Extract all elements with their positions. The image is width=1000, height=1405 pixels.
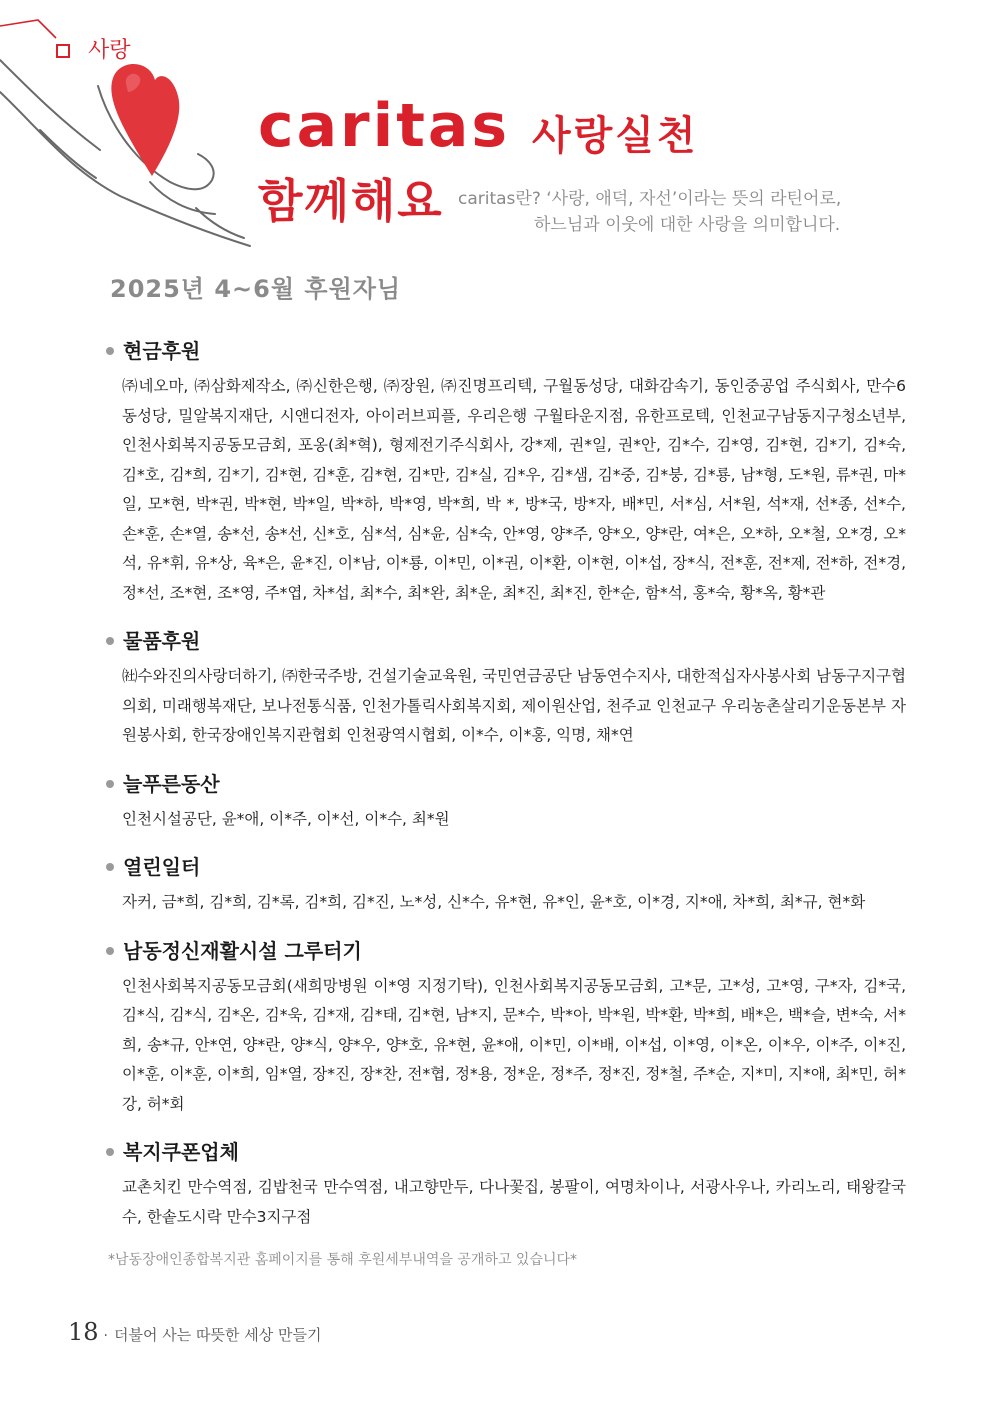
definition-line-2: 하느님과 이웃에 대한 사랑을 의미합니다.	[534, 215, 841, 235]
title-together: 함께해요	[258, 174, 444, 228]
bullet-icon	[106, 1148, 114, 1156]
section-title-text: 현금후원	[123, 339, 201, 363]
title-caritas: caritas	[258, 91, 511, 161]
corner-line	[0, 20, 56, 38]
heart-icon	[111, 64, 179, 176]
bullet-icon	[106, 863, 114, 871]
hand-heart-illustration	[0, 0, 290, 260]
category-label: 사랑	[88, 38, 131, 63]
page-number: 18	[68, 1318, 99, 1346]
bullet-icon	[106, 637, 114, 645]
title-love-practice: 사랑실천	[532, 113, 699, 159]
section-cash-donation	[106, 336, 906, 608]
section-title	[106, 336, 906, 366]
section-title	[106, 626, 906, 656]
section-body: 자커, 금*희, 김*희, 김*록, 김*희, 김*진, 노*성, 신*수, 유*현, 유*인, 윤*호, 이*경, 지*애, 차*희, 최*규, 현*화	[122, 893, 866, 911]
bullet-icon	[106, 947, 114, 955]
bullet-icon	[106, 780, 114, 788]
section-body: 인천사회복지공동모금회(새희망병원 이*영 지정기탁), 인천사회복지공동모금회, 고*문, 고*성, 고*영, 구*자, 김*국, 김*식, 김*식, 김*온, 김*욱, 김*재, 김*태, 김*현, 남*지, 문*수, 박*아, 박*원, 박*환, 박*희, 배*은, 백*슬, 변*숙, 서*희, 송*규, 안*연, 양*란, 양*식, 양*우, 양*호, 유*현, 윤*애, 이*민, 이*배, 이*섭, 이*영, 이*온, 이*우, 이*주, 이*진, 이*훈, 이*훈, 이*희, 임*열, 장*진, 장*찬, 전*협, 정*용, 정*운, 정*주, 정*진, 정*철, 주*순, 지*미, 지*애, 최*민, 허*강, 허*회	[122, 976, 906, 1113]
page-footer	[68, 1320, 321, 1345]
section-title	[106, 769, 906, 799]
section-title	[106, 936, 906, 966]
bullet-icon	[106, 347, 114, 355]
section-title	[106, 852, 906, 882]
footer-separator: ·	[103, 1328, 108, 1344]
section-body: ㈜네오마, ㈜삼화제작소, ㈜신한은행, ㈜장원, ㈜진명프리텍, 구월동성당, 대화감속기, 동인중공업 주식회사, 만수6동성당, 밀알복지재단, 시앤디전자, 아이러브피플, 우리은행 구월타운지점, 유한프로텍, 인천교구남동지구청소년부, 인천사회복지공동모금회, 포옹(최*혁), 형제전기주식회사, 강*제, 권*일, 권*안, 김*수, 김*영, 김*현, 김*기, 김*숙, 김*호, 김*희, 김*기, 김*현, 김*훈, 김*현, 김*만, 김*실, 김*우, 김*샘, 김*중, 김*붕, 김*룡, 남*형, 도*원, 류*권, 마*일, 모*현, 박*권, 박*현, 박*일, 박*하, 박*영, 박*희, 박 *, 방*국, 방*자, 배*민, 서*심, 서*원, 석*재, 선*종, 선*수, 손*훈, 손*열, 송*선, 송*선, 신*호, 심*석, 심*윤, 심*숙, 안*영, 양*주, 양*오, 양*란, 여*은, 오*하, 오*철, 오*경, 오*석, 유*휘, 유*상, 육*은, 윤*진, 이*남, 이*룡, 이*민, 이*권, 이*환, 이*현, 이*섭, 장*식, 전*훈, 전*제, 전*하, 전*경, 정*선, 조*현, 조*영, 주*엽, 차*섭, 최*수, 최*완, 최*운, 최*진, 최*진, 한*순, 함*석, 홍*숙, 황*옥, 황*관	[122, 377, 906, 602]
section-body: 교촌치킨 만수역점, 김밥천국 만수역점, 내고향만두, 다나꽃집, 봉팔이, 여명차이나, 서광사우나, 카리노리, 태왕칼국수, 한솥도시락 만수3지구점	[122, 1178, 906, 1226]
donor-list	[106, 336, 906, 1250]
definition-line-1: caritas란? ‘사랑, 애덕, 자선’이라는 뜻의 라틴어로,	[458, 189, 842, 209]
section-welfare-coupon	[106, 1137, 906, 1232]
donor-period-heading: 2025년 4~6월 후원자님	[110, 275, 402, 303]
section-open-workplace	[106, 852, 906, 918]
section-goods-donation	[106, 626, 906, 751]
caritas-definition	[458, 186, 878, 238]
disclosure-notice: *남동장애인종합복지관 홈페이지를 통해 후원세부내역을 공개하고 있습니다*	[108, 1252, 578, 1268]
section-body: 인천시설공단, 윤*애, 이*주, 이*선, 이*수, 최*원	[122, 809, 450, 828]
section-title	[106, 1137, 906, 1167]
section-title-text: 물품후원	[123, 629, 201, 653]
section-title-text: 늘푸른동산	[123, 771, 220, 796]
footer-slogan: 더불어 사는 따뜻한 세상 만들기	[114, 1326, 322, 1344]
section-title-text: 열린일터	[123, 855, 201, 879]
checkbox-square-icon	[56, 44, 70, 58]
section-title-text: 남동정신재활시설 그루터기	[123, 938, 362, 963]
section-title-text: 복지쿠폰업체	[123, 1140, 239, 1164]
section-neulpureun-dongsan	[106, 769, 906, 835]
section-body: ㈳수와진의사랑더하기, ㈜한국주방, 건설기술교육원, 국민연금공단 남동연수지사, 대한적십자사봉사회 남동구지구협의회, 미래행복재단, 보나전통식품, 인천가톨릭사회복지회, 제이원산업, 천주교 인천교구 우리농촌살리기운동본부 자원봉사회, 한국장애인복지관협회 인천광역시협회, 이*수, 이*홍, 익명, 채*연	[122, 667, 907, 744]
section-grutergi	[106, 936, 906, 1120]
